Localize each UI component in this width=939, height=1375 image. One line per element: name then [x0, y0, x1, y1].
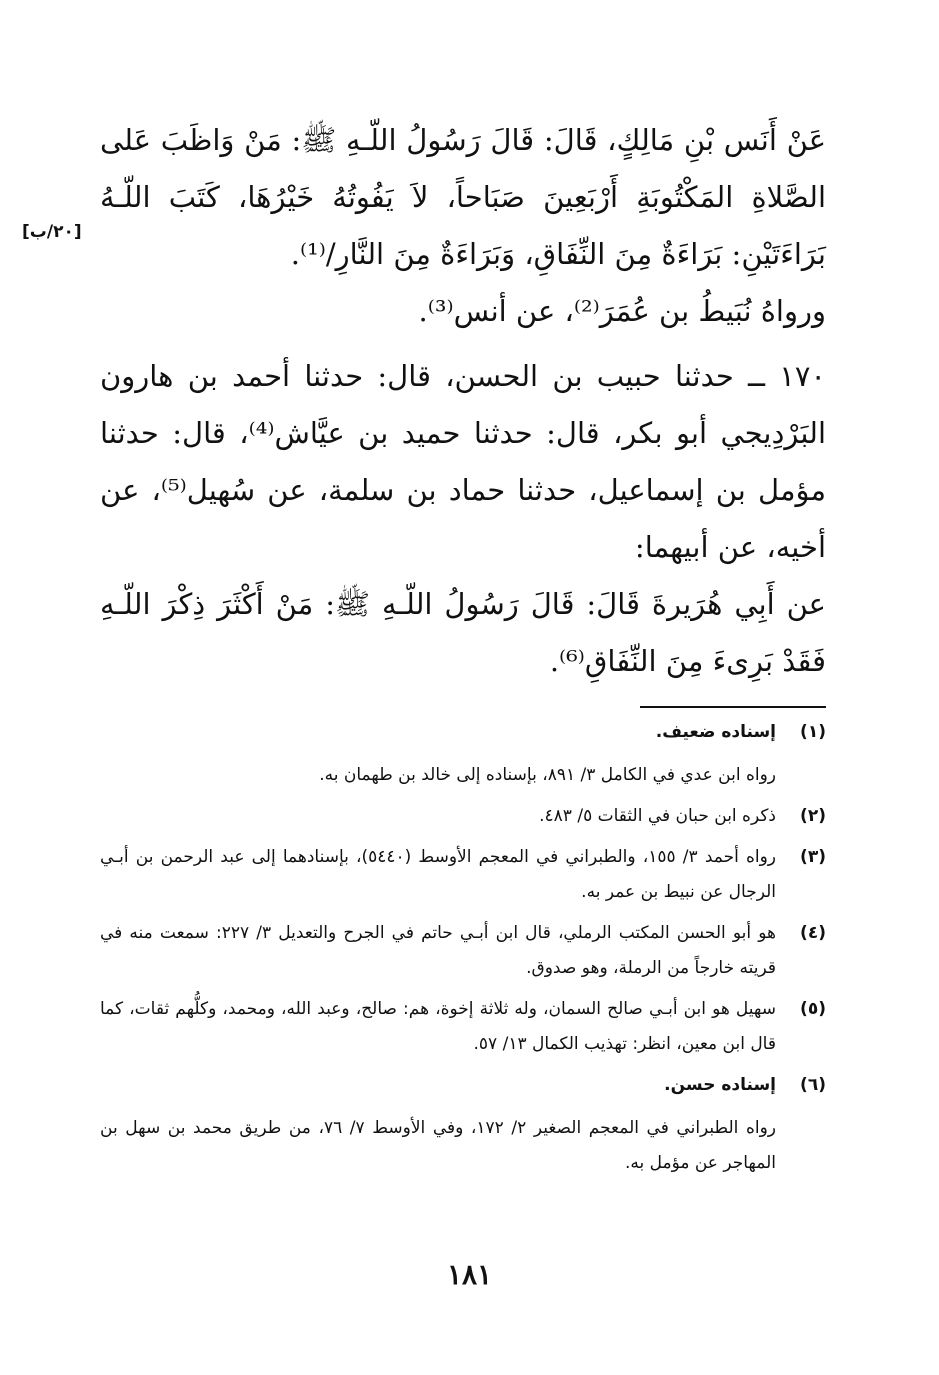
footnote-continuation: رواه الطبراني في المعجم الصغير ٢/ ١٧٢، وفي الأوسط ٧/ ٧٦، من طريق محمد بن سهل بن المهاجر عن مؤمل به.	[100, 1118, 777, 1173]
footnote-6	[100, 1068, 826, 1103]
footnote-number: (٥)	[800, 999, 826, 1019]
footnote-number: (٦)	[800, 1075, 826, 1095]
hadith-abu-hurayra-paragraph: عن أَبِي هُرَيرةَ قَالَ: قَالَ رَسُولُ اللّـهِ ﷺ: مَنْ أَكْثَرَ ذِكْرَ اللّـهِ فَقَدْ بَرِىءَ مِنَ النِّفَاقِ⁽⁶⁾.	[100, 587, 826, 678]
footnote-text: إسناده ضعيف.	[655, 722, 776, 742]
footnote-4	[100, 916, 826, 986]
footnote-text: ذكره ابن حبان في الثقات ٥/ ٤٨٣.	[539, 806, 776, 826]
footnote-2	[100, 799, 826, 834]
footnote-1	[100, 715, 826, 750]
footnote-number: (١)	[800, 722, 826, 742]
hadith-170-chain-paragraph: ١٧٠ ــ حدثنا حبيب بن الحسن، قال: حدثنا أحمد بن هارون البَرْدِيجي أبو بكر، قال: حدثنا حميد بن عيَّاش⁽⁴⁾، قال: حدثنا مؤمل بن إسماعيل، حدثنا حماد بن سلمة، عن سُهيل⁽⁵⁾، عن أخيه، عن أبيهما:	[100, 359, 827, 564]
footnote-5	[100, 992, 826, 1062]
footnote-text: سهيل هو ابن أبـي صالح السمان، وله ثلاثة إخوة، هم: صالح، وعبد الله، ومحمد، وكلُّهم ثقات، كما قال ابن معين، انظر: تهذيب الكمال ١٣/ ٥٧.	[100, 999, 776, 1054]
footnote-continuation: رواه ابن عدي في الكامل ٣/ ٨٩١، بإسناده إلى خالد بن طهمان به.	[319, 765, 776, 785]
footnote-text: هو أبو الحسن المكتب الرملي، قال ابن أبـي حاتم في الجرح والتعديل ٣/ ٢٢٧: سمعت منه في قريته خارجاً من الرملة، وهو صدوق.	[100, 923, 776, 978]
footnote-number: (٣)	[800, 847, 826, 867]
footnote-number: (٢)	[800, 806, 826, 826]
footnote-number: (٤)	[800, 923, 826, 943]
manuscript-folio-marker: [٢٠/ب]	[22, 222, 82, 242]
hadith-paragraph-anas: عَنْ أَنَس بْنِ مَالِكٍ، قَالَ: قَالَ رَسُولُ اللّـهِ ﷺ: مَنْ وَاظَبَ عَلى الصَّلاةِ المَكْتُوبَةِ أَرْبَعِينَ صَبَاحاً، لاَ يَفُوتُهُ خَيْرُهَا، كَتَبَ اللّـهُ بَرَاءَتَيْنِ: بَرَاءَةٌ مِنَ النِّفَاقِ، وَبَرَاءَةٌ مِنَ النَّارِ/⁽¹⁾.	[100, 123, 826, 271]
footnotes-section	[100, 715, 826, 1181]
footnote-separator-rule	[640, 706, 826, 708]
footnote-text: إسناده حسن.	[664, 1075, 776, 1095]
footnote-text: رواه أحمد ٣/ ١٥٥، والطبراني في المعجم الأوسط (٥٤٤٠)، بإسنادهما إلى عبد الرحمن بن أبـي الرجال عن نبيط بن عمر به.	[100, 847, 777, 902]
footnote-3	[100, 840, 826, 910]
narration-note-paragraph: ورواهُ نُبَيطُ بن عُمَرَ⁽²⁾، عن أنس⁽³⁾.	[418, 294, 826, 328]
page-number: ١٨١	[446, 1258, 493, 1291]
